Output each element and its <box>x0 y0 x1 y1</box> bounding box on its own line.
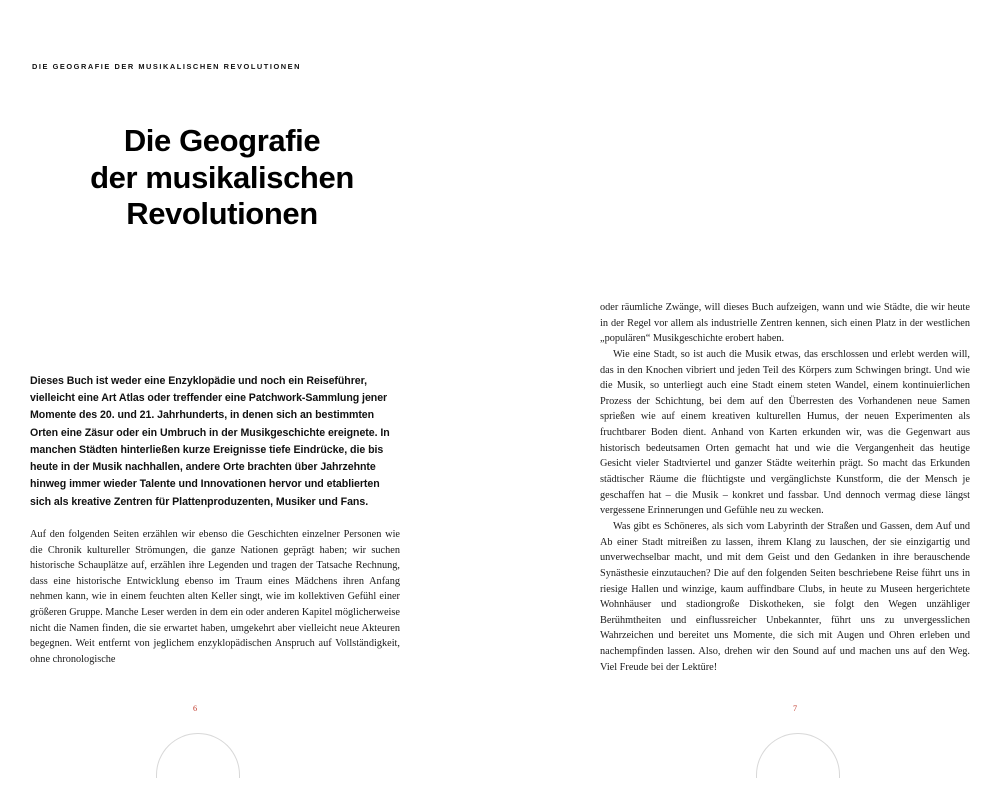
right-body-paragraph-1: oder räumliche Zwänge, will dieses Buch aufzeigen, wann und wie Städte, die wir heute in der Regel vor allem als industrielle Zentren kennen, sich einen Platz in der westlichen „populären“ Musikgeschichte erobert haben. <box>600 302 970 345</box>
title-line-1: Die Geografie <box>123 123 321 158</box>
lead-paragraph: Dieses Buch ist weder eine Enzyklopädie und noch ein Reiseführer, vielleicht eine Art Atlas oder treffender eine Patchwork-Sammlung jener Momente des 20. und 21. Jahrhunderts, in denen sich an bestimmten Orten eine Zäsur oder ein Umbruch in der Musikgeschichte ereignete. In manchen Städten hinterließen kurze Ereignisse tiefe Eindrücke, die bis heute in der Musik nachhallen, andere Orte brachten über Jahrzehnte hinweg immer wieder Talente und Innovationen hervor und etablierten sich als kreative Zentren für Plattenproduzenten, Musiker und Fans. <box>30 374 390 508</box>
folio-right: 7 <box>792 704 798 713</box>
page-right <box>500 0 1000 800</box>
left-body-text <box>30 527 400 668</box>
title-line-3: Revolutionen <box>126 196 318 232</box>
page-title <box>30 123 400 233</box>
running-head: DIE GEOGRAFIE DER MUSIKALISCHEN REVOLUTIONEN <box>32 62 301 71</box>
left-body-paragraph: Auf den folgenden Seiten erzählen wir ebenso die Geschichten einzelner Personen wie die Chronik kultureller Strömungen, die ganze Nationen geprägt haben; wir suchen historische Schauplätze auf, erzählen ihre Legenden und tragen der Tatsache Rechnung, dass eine historische Entwicklung ebenso im Traum eines Mädchens ihren Anfang nehmen kann, wie in einem feuchten alten Keller singt, wie im kollektiven Gefühl einer größeren Gruppe. Manche Leser werden in dem ein oder anderen Kapitel möglicherweise nicht die Namen finden, die sie erwartet haben, umgekehrt aber vielleicht neue Akteuren begegnen. Weit entfernt von jeglichem enzyklopädischen Anspruch auf Vollständigkeit, ohne chronologische <box>30 528 400 665</box>
arc-decoration-right <box>756 733 840 778</box>
folio-left: 6 <box>192 704 198 713</box>
right-body-text <box>600 300 970 675</box>
right-body-paragraph-2: Wie eine Stadt, so ist auch die Musik etwas, das erschlossen und erlebt werden will, das in den Knochen vibriert und jeden Teil des Körpers zum Schwingen bringt. Und wie die Musik, so unterliegt auch eine Stadt einem steten Wandel, einem kontinuierlichen Prozess der Schichtung, bei dem auf den Überresten des Vorhandenen neue Samen sprießen wie auf einem kreativen kulturellen Humus, der neuen Experimenten als fruchtbarer Boden dient. Anhand von Karten erkunden wir, was die Gegenwart aus historisch bedeutsamen Orten gemacht hat und wie die Vergangenheit das heutige Gesicht vieler Stadtviertel und ganzer Städte weiterhin prägt. So macht das Erkunden städtischer Räume die flüchtigste und vergänglichste Kunstform, die der Mensch je geschaffen hat – die Musik – konkret und fassbar. Und dennoch vermag diese längst vergessene Erinnerungen und Gefühle neu zu wecken. <box>600 348 970 517</box>
arc-decoration-left <box>156 733 240 778</box>
right-body-paragraph-3: Was gibt es Schöneres, als sich vom Labyrinth der Straßen und Gassen, dem Auf und Ab einer Stadt mitreißen zu lassen, ihrem Klang zu lauschen, der sie einzigartig und unverwechselbar macht, und mit dem Geist und den Gedanken in ihre berauschende Synästhesie einzutauchen? Die auf den folgenden Seiten beschriebene Reise führt uns in riesige Hallen und winzige, kaum auffindbare Clubs, in heute zu Museen hergerichtete Wohnhäuser und stadiongroße Diskotheken, sie folgt den Wegen unzähliger Berühmtheiten und einflussreicher Unbekannter, führt uns zu unvergesslichen Wahrzeichen und bereitet uns Momente, die sich mit Augen und Ohren erleben und nachempfinden lassen. Also, drehen wir den Sound auf und machen uns auf den Weg. Viel Freude bei der Lektüre! <box>600 520 970 673</box>
title-line-2: der musikalischen <box>90 159 354 195</box>
